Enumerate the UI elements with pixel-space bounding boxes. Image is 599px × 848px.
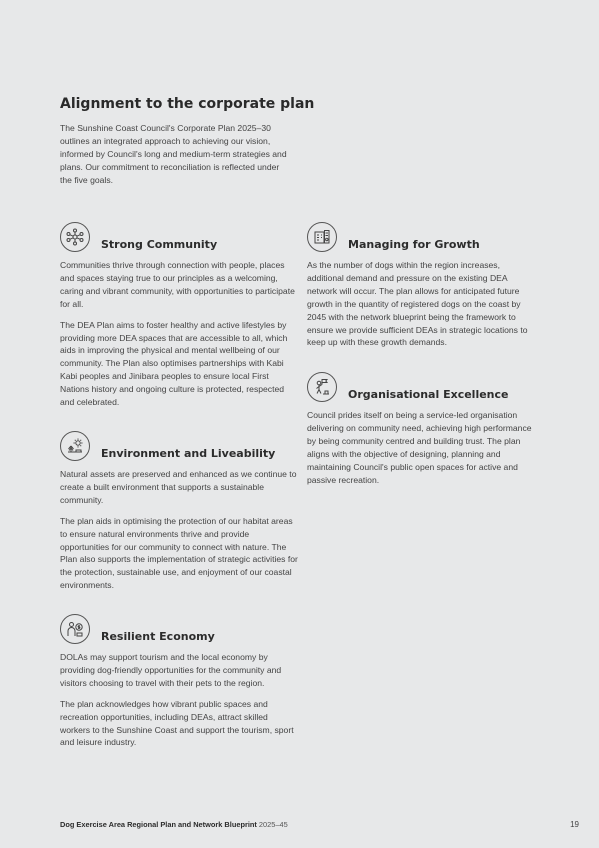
section-resilient-economy: [60, 611, 300, 749]
page-number: 19: [570, 820, 579, 829]
section-paragraph: As the number of dogs within the region increases, additional demand and pressure on the existing DEA network will occur. The plan allows for anticipated future growth in the quantity of registered dogs on the coast by 2045 with the network blueprint being the framework to ensure we provide sufficient DEAs in strategic locations to keep up with these growth demands.: [307, 260, 528, 348]
community-network-icon: [60, 222, 90, 252]
section-environment-liveability: [60, 428, 300, 592]
person-dollar-icon: [60, 614, 90, 644]
section-title: Resilient Economy: [101, 630, 215, 643]
footer-doc-title: Dog Exercise Area Regional Plan and Network Blueprint: [60, 820, 257, 829]
footer: [60, 820, 288, 829]
intro-paragraph: The Sunshine Coast Council's Corporate Plan 2025–30 outlines an integrated approach to achieving our vision, informed by Council's long and medium-term strategies and plans. Our commitment to reconciliation is reflected under the five goals.: [60, 123, 287, 185]
section-title: Organisational Excellence: [348, 388, 509, 401]
building-plan-icon: [307, 222, 337, 252]
section-paragraph: DOLAs may support tourism and the local economy by providing dog-friendly opportunities for the community and visitors choosing to travel with their pets to the region.: [60, 652, 282, 688]
section-paragraph: The plan acknowledges how vibrant public spaces and recreation opportunities, including DEAs, attract skilled workers to the Sunshine Coast and support the tourism, sport and leisure industry.: [60, 698, 294, 748]
footer-years: 2025–45: [258, 820, 288, 829]
section-paragraph: Council prides itself on being a service-led organisation delivering on community need, achieving high performance by being community centred and building trust. The plan aligns with the objective of designing, planning and maintaining Council's public open spaces for active and passive recreation.: [307, 410, 532, 485]
page-title: Alignment to the corporate plan: [60, 96, 315, 112]
section-title: Strong Community: [101, 238, 218, 251]
nature-sun-icon: [60, 431, 90, 461]
section-paragraph: The plan aids in optimising the protection of our habitat areas to ensure natural environments thrive and provide opportunities for our community to connect with nature. The Plan also supports the implementation of strategic activities for the protection, sustainable use, and enjoyment of our coastal environments.: [60, 515, 298, 591]
section-managing-for-growth: [307, 219, 539, 349]
person-flag-icon: [307, 372, 337, 402]
section-paragraph: Communities thrive through connection with people, places and spaces staying true to our principles as a welcoming, caring and vibrant community, with opportunities to participate for all.: [60, 260, 295, 309]
section-organisational-excellence: [307, 369, 539, 486]
section-title: Environment and Liveability: [101, 447, 276, 460]
section-paragraph: The DEA Plan aims to foster healthy and active lifestyles by providing more DEA spaces that are accessible to all, which aids in improving the physical and mental wellbeing of our community. The Plan also optimises partnerships with Kabi Kabi peoples and Jinibara peoples to ensure local First Nations history and ongoing culture is protected, respected and celebrated.: [60, 319, 288, 408]
section-strong-community: [60, 219, 300, 409]
section-title: Managing for Growth: [348, 238, 480, 251]
section-paragraph: Natural assets are preserved and enhanced as we continue to create a built environment that supports a sustainable community.: [60, 469, 297, 505]
